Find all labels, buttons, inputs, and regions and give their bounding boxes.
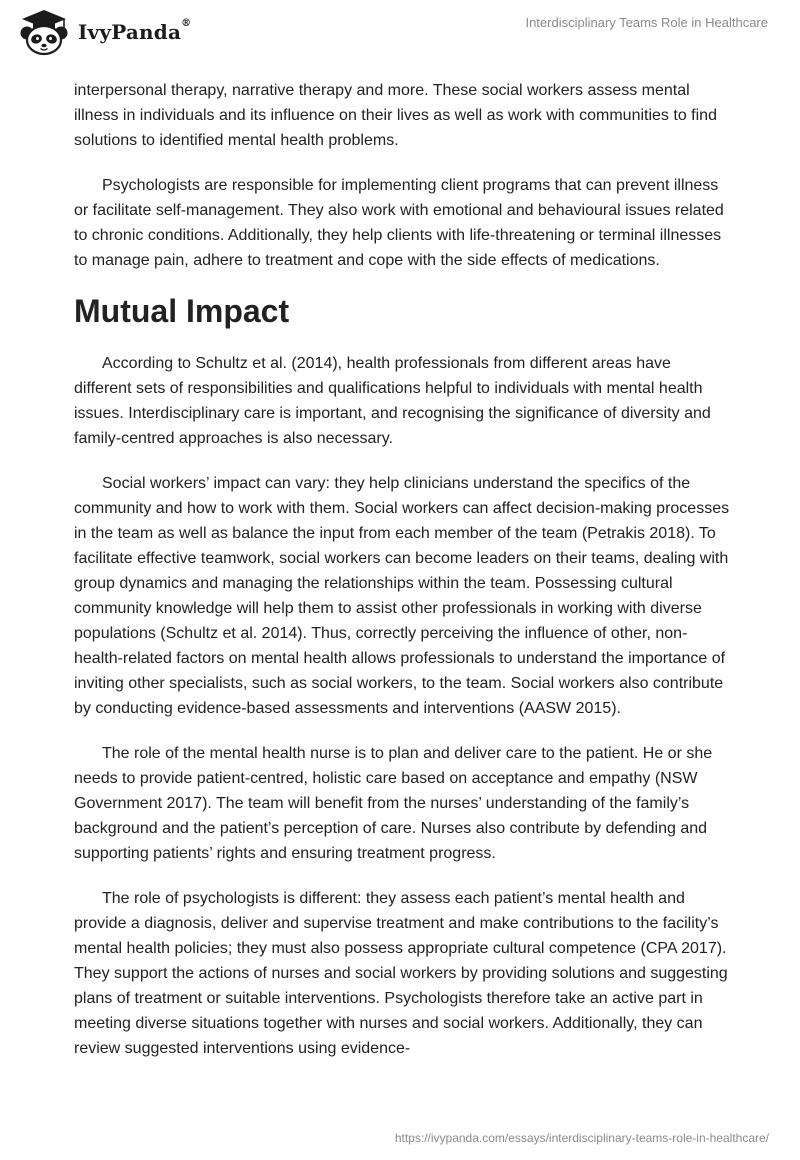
source-url-link[interactable]: https://ivypanda.com/essays/interdisciplinary-teams-role-in-healthcare/ xyxy=(394,1131,769,1145)
paragraph-psychologists: Psychologists are responsible for implementing client programs that can prevent illness or facilitate self-management. They also work with emotional and behavioural issues related to chronic conditions. Additionally, they help clients with life-threatening or terminal illnesses to manage pain, adhere to treatment and cope with the side effects of medications. xyxy=(74,177,724,269)
paragraph-continuation: interpersonal therapy, narrative therapy and more. These social workers assess mental illness in individuals and its influence on their lives as well as work with communities to find solutions to identified mental health problems. xyxy=(74,82,717,149)
brand-logo[interactable] xyxy=(14,8,191,56)
page-header xyxy=(0,0,800,72)
paragraph-schultz: According to Schultz et al. (2014), health professionals from different areas have different sets of responsibilities and qualifications helpful to individuals with mental health issues. Interdisciplinary care is important, and recognising the significance of diversity and family-centred approaches is also necessary. xyxy=(74,355,711,447)
document-title: Interdisciplinary Teams Role in Healthcare xyxy=(525,15,768,30)
registered-mark: ® xyxy=(181,18,192,29)
paragraph-role-of-psychologists: The role of psychologists is different: they assess each patient’s mental health and provide a diagnosis, deliver and supervise treatment and make contributions to the facility’s mental health policies; they must also possess appropriate cultural competence (CPA 2017). They support the actions of nurses and social workers by providing solutions and suggesting plans of treatment or suitable interventions. Psychologists therefore take an active part in meeting diverse situations together with nurses and social workers. Additionally, they can review suggested interventions using evidence- xyxy=(74,890,728,1057)
essay-body xyxy=(74,78,730,1081)
panda-graduate-icon xyxy=(14,8,74,56)
section-heading: Mutual Impact xyxy=(74,293,290,329)
brand-name: IvyPanda® xyxy=(78,18,192,44)
paragraph-social-workers: Social workers’ impact can vary: they help clinicians understand the specifics of the community and how to work with them. Social workers can affect decision-making processes in the team as well as balance the input from each member of the team (Petrakis 2018). To facilitate effective teamwork, social workers can become leaders on their teams, dealing with group dynamics and managing the relationships within the team. Possessing cultural community knowledge will help them to assist other professionals in working with diverse populations (Schultz et al. 2014). Thus, correctly perceiving the influence of other, non-health-related factors on mental health allows professionals to understand the importance of inviting other specialists, such as social workers, to the team. Social workers also contribute by conducting evidence-based assessments and interventions (AASW 2015). xyxy=(74,475,730,717)
paragraph-mental-health-nurse: The role of the mental health nurse is to plan and deliver care to the patient. He or she needs to provide patient-centred, holistic care based on acceptance and empathy (NSW Government 2017). The team will benefit from the nurses’ understanding of the family’s background and the patient’s perception of care. Nurses also contribute by defending and supporting patients’ rights and ensuring treatment progress. xyxy=(74,745,713,862)
